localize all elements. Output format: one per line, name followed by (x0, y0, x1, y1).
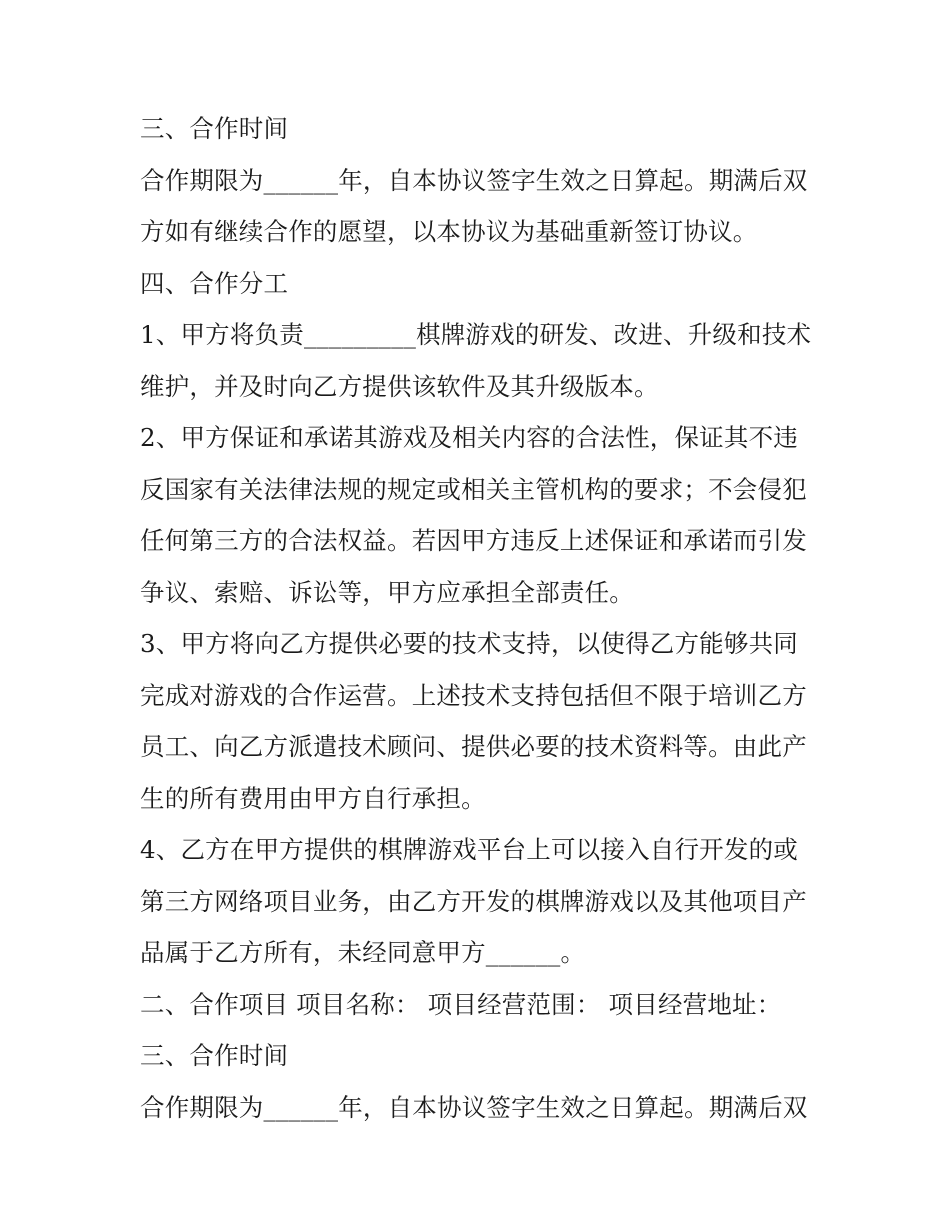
section-heading-cooperation-project: 二、合作项目 项目名称： 项目经营范围： 项目经营地址： (140, 989, 782, 1019)
clause-3-line: 生的所有费用由甲方自行承担。 (140, 783, 486, 813)
paragraph-line: 合作期限为______年，自本协议签字生效之日算起。期满后双 (140, 1092, 808, 1122)
document-body (140, 110, 820, 1140)
clause-2-line: 争议、索赔、诉讼等，甲方应承担全部责任。 (140, 577, 634, 607)
clause-3-line: 3、甲方将向乙方提供必要的技术支持，以使得乙方能够共同 (140, 629, 798, 658)
clause-2-line: 2、甲方保证和承诺其游戏及相关内容的合法性，保证其不违 (140, 423, 798, 452)
paragraph-line: 方如有继续合作的愿望，以本协议为基础重新签订协议。 (140, 217, 758, 246)
section-heading-cooperation-time: 三、合作时间 (140, 114, 289, 143)
section-heading-division-of-work: 四、合作分工 (140, 268, 289, 298)
clause-4-line: 4、乙方在甲方提供的棋牌游戏平台上可以接入自行开发的或 (140, 835, 798, 864)
paragraph-line: 合作期限为______年，自本协议签字生效之日算起。期满后双 (140, 165, 808, 195)
clause-4-line: 第三方网络项目业务，由乙方开发的棋牌游戏以及其他项目产 (140, 886, 807, 916)
clause-2-line: 任何第三方的合法权益。若因甲方违反上述保证和承诺而引发 (140, 526, 807, 555)
clause-1-line: 1、甲方将负责_________棋牌游戏的研发、改进、升级和技术 (140, 320, 812, 349)
clause-3-line: 员工、向乙方派遣技术顾问、提供必要的技术资料等。由此产 (140, 732, 807, 761)
section-heading-cooperation-time: 三、合作时间 (140, 1041, 289, 1070)
clause-4-line: 品属于乙方所有，未经同意甲方______。 (140, 938, 586, 967)
clause-1-line: 维护，并及时向乙方提供该软件及其升级版本。 (140, 371, 659, 401)
clause-3-line: 完成对游戏的合作运营。上述技术支持包括但不限于培训乙方 (140, 680, 807, 710)
clause-2-line: 反国家有关法律法规的规定或相关主管机构的要求；不会侵犯 (140, 474, 807, 504)
